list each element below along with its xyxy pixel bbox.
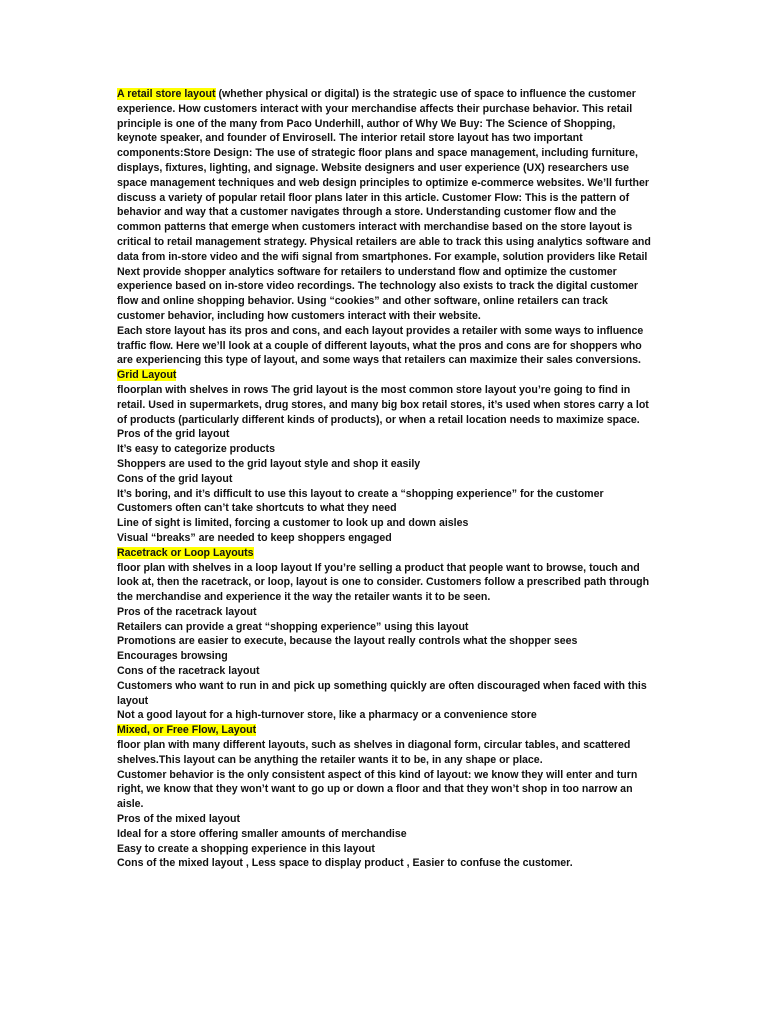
racetrack-line: Cons of the racetrack layout <box>117 665 260 678</box>
mixed-line: Cons of the mixed layout , Less space to display product , Easier to confuse the customer. <box>117 857 573 870</box>
mixed-line: Easy to create a shopping experience in this layout <box>117 842 375 855</box>
racetrack-line: Customers who want to run in and pick up something quickly are often discouraged when faced with this layout <box>117 679 647 707</box>
grid-line: Line of sight is limited, forcing a customer to look up and down aisles <box>117 517 469 530</box>
section-heading-racetrack <box>117 546 657 561</box>
intro-paragraph <box>117 87 657 324</box>
grid-line: Cons of the grid layout <box>117 472 233 485</box>
mixed-heading: Mixed, or Free Flow, Layout <box>117 724 257 737</box>
intro-highlight: A retail store layout <box>117 88 216 100</box>
overview-paragraph: Each store layout has its pros and cons, and each layout provides a retailer with some ways to influence traffic flow. Here we’ll look at a couple of different layouts, what the pros and cons are for shoppers who are experiencing this type of layout, and some ways that retailers can maximize their sales conversions. <box>117 324 644 367</box>
mixed-line: floor plan with many different layouts, such as shelves in diagonal form, circular tables, and scattered shelves.This layout can be anything the retailer wants it to be, in any shape or place. <box>117 739 631 766</box>
grid-line: It’s boring, and it’s difficult to use this layout to create a “shopping experience” for the customer <box>117 487 604 500</box>
grid-line: Pros of the grid layout <box>117 428 230 441</box>
grid-line: It’s easy to categorize products <box>117 443 275 456</box>
racetrack-line: floor plan with shelves in a loop layout If you’re selling a product that people want to browse, touch and look at, then the racetrack, or loop, layout is one to consider. Customers follow a prescribed path through the merchandise and experience it the way the retailer wants it to be seen. <box>117 561 650 604</box>
document-page <box>117 87 657 871</box>
racetrack-heading: Racetrack or Loop Layouts <box>117 546 254 559</box>
grid-line: Shoppers are used to the grid layout style and shop it easily <box>117 457 421 470</box>
racetrack-line: Promotions are easier to execute, because the layout really controls what the shopper sees <box>117 635 578 648</box>
mixed-line: Customer behavior is the only consistent aspect of this kind of layout: we know they will enter and turn right, we know that they won’t want to go up or down a floor and that they won’t shop in too narrow an aisle. <box>117 768 638 811</box>
intro-text: (whether physical or digital) is the strategic use of space to influence the customer experience. How customers interact with your merchandise affects their purchase behavior. This retail principle is one of the many from Paco Underhill, author of Why We Buy: The Science of Shopping, keynote speaker, and founder of Envirosell. The interior retail store layout has two important components:Store Design: The use of strategic floor plans and space management, including furniture, displays, fixtures, lighting, and signage. Website designers and user experience (UX) researchers use space management techniques and web design principles to optimize e-commerce websites. We’ll further discuss a variety of popular retail floor plans later in this article. Customer Flow: This is the pattern of behavior and way that a customer navigates through a store. Understanding customer flow and the common patterns that emerge when customers interact with merchandise based on the store layout is critical to retail management strategy. Physical retailers are able to track this using analytics software and data from in-store video and the wifi signal from smartphones. For example, solution providers like Retail Next provide shopper analytics software for retailers to understand flow and optimize the customer experience based on in-store video recordings. The technology also exists to track the digital customer flow and online shopping behavior. Using “cookies” and other software, online retailers can track customer behavior, including how customers interact with their website. <box>117 88 651 322</box>
grid-heading: Grid Layout <box>117 369 177 382</box>
grid-line: Customers often can’t take shortcuts to what they need <box>117 502 397 515</box>
section-heading-grid <box>117 368 657 383</box>
racetrack-line: Pros of the racetrack layout <box>117 605 257 618</box>
section-heading-mixed <box>117 723 657 738</box>
grid-line: Visual “breaks” are needed to keep shoppers engaged <box>117 531 392 544</box>
racetrack-line: Not a good layout for a high-turnover store, like a pharmacy or a convenience store <box>117 709 537 722</box>
mixed-line: Pros of the mixed layout <box>117 813 241 826</box>
racetrack-line: Retailers can provide a great “shopping experience” using this layout <box>117 620 469 633</box>
mixed-line: Ideal for a store offering smaller amounts of merchandise <box>117 827 407 840</box>
grid-line: floorplan with shelves in rows The grid layout is the most common store layout you’re going to find in retail. Used in supermarkets, drug stores, and many big box retail stores, it’s used when stores carry a lot of products (particularly different kinds of products), or when a retail location needs to maximize space. <box>117 383 649 426</box>
racetrack-line: Encourages browsing <box>117 650 228 663</box>
